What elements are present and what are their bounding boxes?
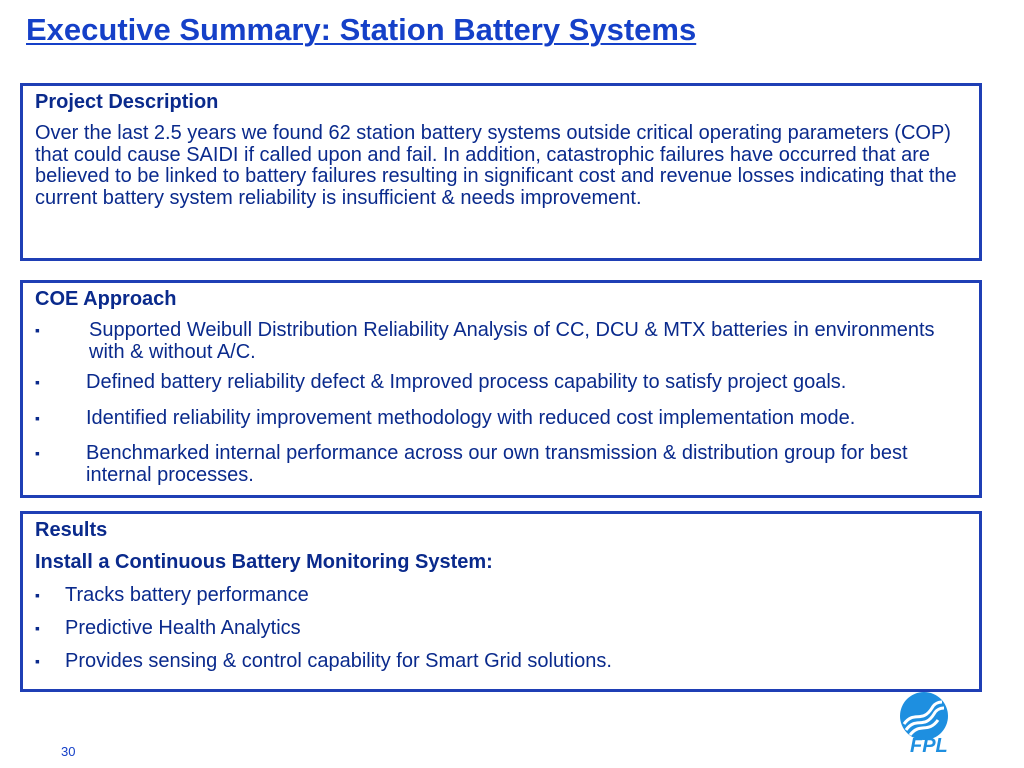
page-title: Executive Summary: Station Battery Systems: [26, 12, 697, 47]
results-list: [35, 583, 967, 673]
bullet-icon: ▪: [35, 322, 40, 338]
list-item-text: Benchmarked internal performance across our own transmission & distribution group for best internal processes.: [86, 442, 908, 486]
bullet-icon: ▪: [35, 587, 40, 603]
bullet-icon: ▪: [35, 409, 40, 426]
list-item-text: Tracks battery performance: [65, 584, 309, 606]
list-item: [35, 616, 967, 640]
list-item-text: Defined battery reliability defect & Improved process capability to satisfy project goals.: [86, 371, 847, 393]
list-item: [35, 443, 967, 486]
results-subheading: Install a Continuous Battery Monitoring System:: [35, 551, 493, 573]
results-heading: Results: [35, 519, 108, 541]
bullet-icon: ▪: [35, 374, 40, 390]
coe-approach-heading: COE Approach: [35, 288, 177, 310]
results-box: [20, 511, 982, 692]
bullet-icon: ▪: [35, 620, 40, 636]
page-number: 30: [61, 744, 76, 759]
list-item: [35, 408, 967, 430]
list-item: [35, 320, 967, 363]
list-item-text: Identified reliability improvement methodology with reduced cost implementation mode.: [86, 406, 856, 429]
coe-approach-box: [20, 280, 982, 498]
project-description-text: Over the last 2.5 years we found 62 station battery systems outside critical operating parameters (COP) that could cause SAIDI if called upon and fail. In addition, catastrophic failures have occurred that are believed to be linked to battery failures resulting in significant cost and revenue losses indicating that the current battery system reliability is insufficient & needs improvement.: [35, 122, 957, 209]
list-item-text: Provides sensing & control capability for Smart Grid solutions.: [65, 650, 612, 672]
fpl-logo-text: FPL: [910, 735, 948, 757]
list-item-text: Predictive Health Analytics: [65, 617, 301, 639]
coe-approach-list: [35, 320, 967, 486]
list-item: [35, 583, 967, 607]
list-item: [35, 649, 967, 673]
list-item: [35, 372, 967, 394]
bullet-icon: ▪: [35, 445, 40, 461]
project-description-box: [20, 83, 982, 261]
list-item-text: Supported Weibull Distribution Reliability Analysis of CC, DCU & MTX batteries in environments with & without A/C.: [89, 319, 935, 363]
bullet-icon: ▪: [35, 653, 40, 669]
project-description-heading: Project Description: [35, 91, 219, 113]
